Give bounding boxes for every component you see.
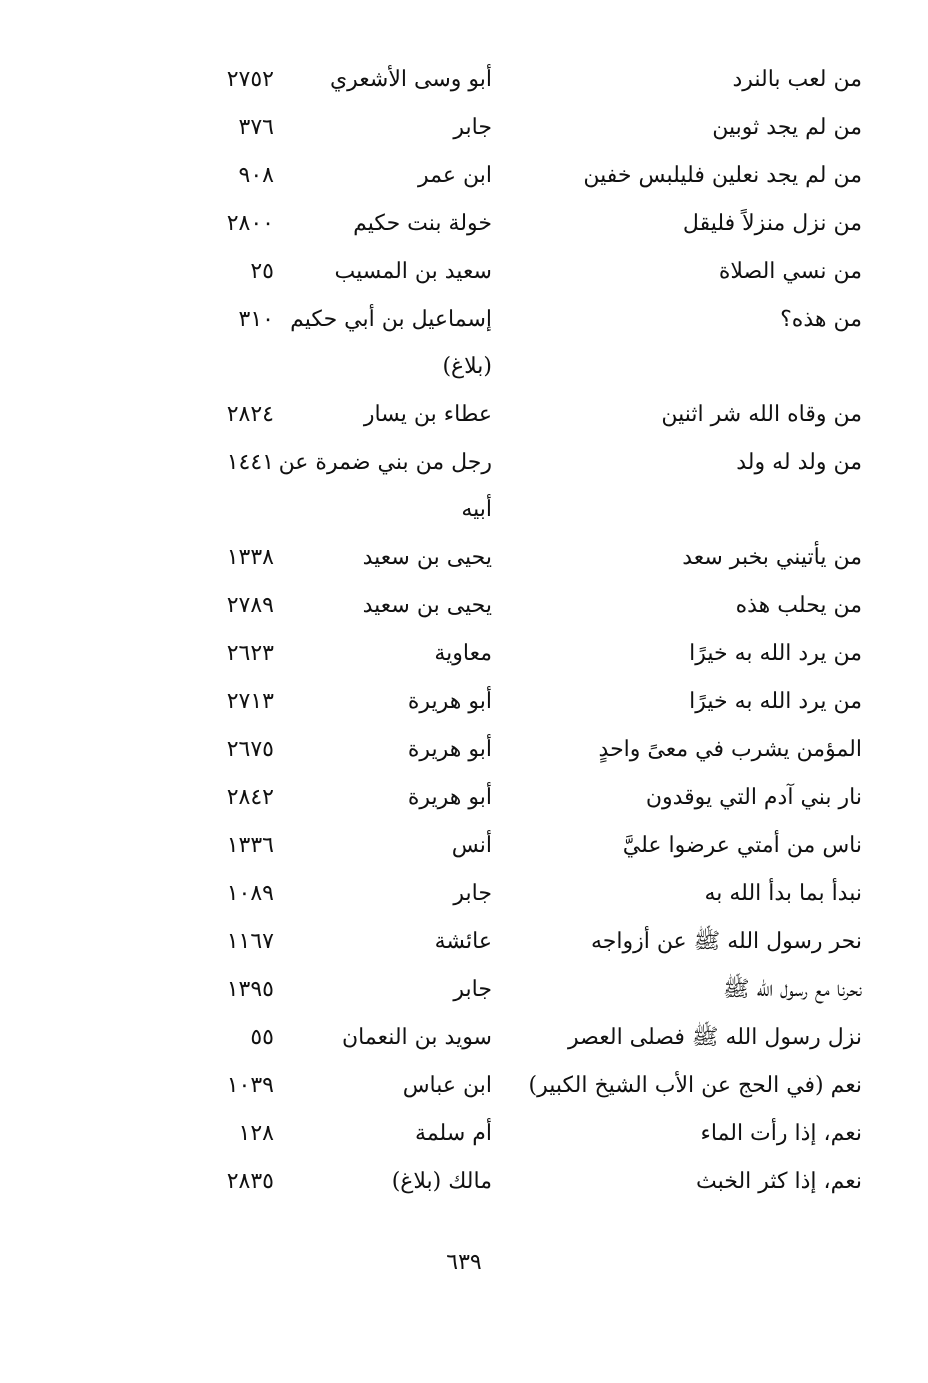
index-row: [0, 1014, 928, 1062]
index-row: [0, 391, 928, 439]
index-row: [0, 726, 928, 774]
index-row: [0, 630, 928, 678]
hadith-phrase: نبدأ بما بدأ الله به: [704, 881, 862, 906]
index-row: [0, 200, 928, 248]
hadith-number: ٢٧١٣: [226, 689, 274, 714]
hadith-phrase: من نسي الصلاة: [718, 259, 862, 284]
hadith-phrase: نعم، إذا كثر الخبث: [696, 1169, 862, 1194]
hadith-number: ١٤٤١: [226, 450, 274, 475]
hadith-phrase: نعم، إذا رأت الماء: [700, 1121, 862, 1146]
hadith-number: ١١٦٧: [226, 929, 274, 954]
hadith-phrase: من ولد له ولد: [736, 450, 862, 475]
hadith-number: ٢٥: [250, 259, 274, 284]
index-row: [0, 774, 928, 822]
index-row: [0, 678, 928, 726]
page-number: ٦٣٩: [446, 1250, 482, 1275]
hadith-phrase: نزل رسول الله ﷺ فصلى العصر: [568, 1025, 862, 1050]
hadith-number: ٢٨٣٥: [226, 1169, 274, 1194]
index-row: [0, 870, 928, 918]
narrator-name: ابن عمر: [418, 163, 492, 188]
narrator-name: رجل من بني ضمرة عن أبيه: [278, 450, 492, 522]
hadith-phrase: نعم (في الحج عن الأب الشيخ الكبير): [528, 1073, 862, 1098]
narrator-name: أبو هريرة: [407, 737, 492, 762]
index-row: [0, 152, 928, 200]
index-row: [0, 296, 928, 391]
index-row: [0, 822, 928, 870]
narrator-name: يحيى بن سعيد: [362, 593, 492, 618]
narrator-name: أنس: [451, 833, 492, 858]
narrator-name: عائشة: [434, 929, 492, 954]
hadith-phrase: نحر رسول الله ﷺ عن أزواجه: [590, 929, 862, 954]
hadith-number: ١٣٣٨: [226, 545, 274, 570]
hadith-index-table: [0, 56, 928, 1206]
narrator-name: أبو هريرة: [407, 689, 492, 714]
hadith-number: ٢٦٧٥: [226, 737, 274, 762]
index-row: [0, 1158, 928, 1206]
narrator-name: أبو هريرة: [407, 785, 492, 810]
index-row: [0, 582, 928, 630]
hadith-phrase: نار بني آدم التي يوقدون: [645, 785, 862, 810]
hadith-number: ٩٠٨: [238, 163, 274, 188]
hadith-number: ١٣٣٦: [226, 833, 274, 858]
hadith-number: ١٢٨: [238, 1121, 274, 1146]
hadith-phrase: من يأتيني بخبر سعد: [682, 545, 862, 570]
narrator-name: جابر: [453, 977, 492, 1002]
hadith-phrase: من لعب بالنرد: [732, 67, 862, 92]
narrator-name: خولة بنت حكيم: [353, 211, 492, 236]
narrator-name: جابر: [453, 881, 492, 906]
hadith-phrase: المؤمن يشرب في معىً واحدٍ: [598, 737, 862, 762]
hadith-phrase: من يحلب هذه: [735, 593, 862, 618]
hadith-phrase: من وقاه الله شر اثنين: [661, 402, 862, 427]
index-row: [0, 918, 928, 966]
narrator-name: أم سلمة: [415, 1121, 492, 1146]
narrator-name: سويد بن النعمان: [342, 1025, 492, 1050]
index-row: [0, 56, 928, 104]
hadith-number: ٢٨٢٤: [226, 402, 274, 427]
hadith-number: ٥٥: [250, 1025, 274, 1050]
hadith-number: ٢٦٢٣: [226, 641, 274, 666]
index-row: [0, 966, 928, 1014]
narrator-name: معاوية: [434, 641, 492, 666]
hadith-phrase: من يرد الله به خيرًا: [689, 641, 862, 666]
index-row: [0, 1062, 928, 1110]
narrator-name: سعيد بن المسيب: [334, 259, 492, 284]
index-row: [0, 534, 928, 582]
narrator-name: مالك (بلاغ): [391, 1169, 492, 1194]
narrator-name: إسماعيل بن أبي حكيم (بلاغ): [290, 307, 492, 379]
hadith-phrase: من يرد الله به خيرًا: [689, 689, 862, 714]
hadith-number: ١٠٨٩: [226, 881, 274, 906]
hadith-number: ٢٧٥٢: [226, 67, 274, 92]
hadith-phrase: من نزل منزلاً فليقل: [682, 211, 862, 236]
index-row: [0, 248, 928, 296]
hadith-phrase: من هذه؟: [780, 307, 862, 332]
narrator-name: يحيى بن سعيد: [362, 545, 492, 570]
narrator-name: جابر: [453, 115, 492, 140]
hadith-phrase: نحرنا مع رسول الله ﷺ: [723, 977, 862, 1002]
hadith-number: ٣١٠: [238, 307, 274, 332]
hadith-number: ١٣٩٥: [226, 977, 274, 1002]
hadith-number: ١٠٣٩: [226, 1073, 274, 1098]
hadith-number: ٢٨٠٠: [226, 211, 274, 236]
index-row: [0, 439, 928, 534]
hadith-number: ٢٧٨٩: [226, 593, 274, 618]
index-row: [0, 1110, 928, 1158]
narrator-name: ابن عباس: [402, 1073, 492, 1098]
hadith-phrase: من لم يجد ثوبين: [712, 115, 862, 140]
hadith-phrase: ناس من أمتي عرضوا عليَّ: [622, 833, 862, 858]
narrator-name: أبو وسى الأشعري: [329, 67, 492, 92]
hadith-phrase: من لم يجد نعلين فليلبس خفين: [583, 163, 862, 188]
narrator-name: عطاء بن يسار: [363, 402, 492, 427]
hadith-number: ٣٧٦: [238, 115, 274, 140]
hadith-number: ٢٨٤٢: [226, 785, 274, 810]
index-row: [0, 104, 928, 152]
